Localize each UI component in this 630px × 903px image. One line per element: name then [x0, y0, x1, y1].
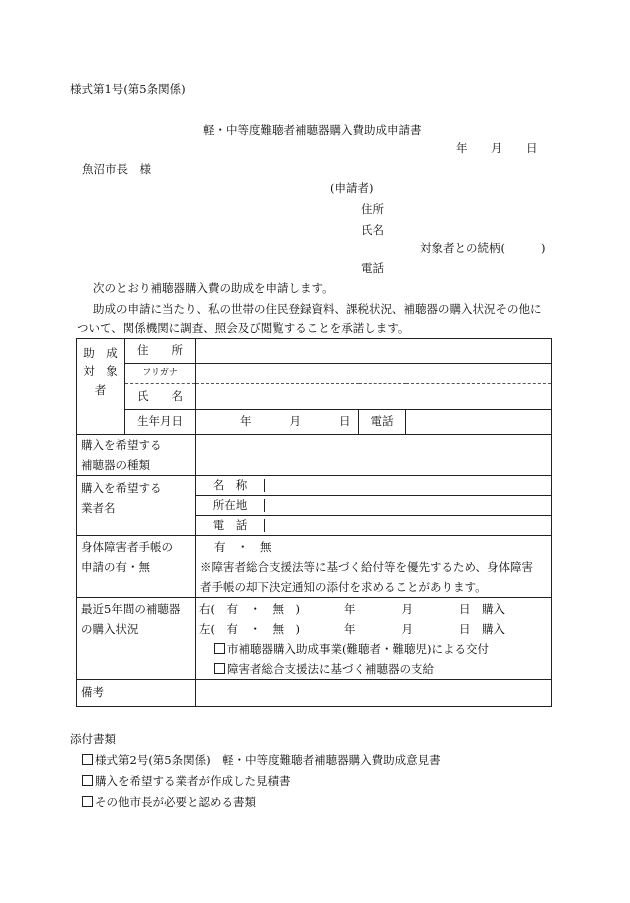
vendor-name-field[interactable] — [265, 479, 552, 492]
date-day: 日 — [526, 141, 538, 155]
handbook-label-line-2: 申請の有・無 — [81, 560, 150, 574]
history-label-line-1: 最近5年間の補聴器 — [81, 602, 181, 616]
date-year: 年 — [456, 141, 468, 155]
history-label — [77, 598, 196, 680]
device-type-label — [77, 435, 196, 476]
vendor-name-label: 名 称 — [196, 479, 265, 492]
history-left-day: 日 購入 — [458, 622, 505, 636]
document-title: 軽・中等度難聴者補聴器購入費助成申請書 — [203, 123, 422, 137]
remarks-label: 備考 — [77, 680, 196, 707]
vendor-phone-row — [196, 516, 552, 536]
attachments-heading: 添付書類 — [70, 732, 116, 746]
checkbox-icon[interactable] — [82, 754, 93, 765]
attachment-label: 購入を希望する業者が作成した見積書 — [95, 774, 291, 788]
handbook-field — [196, 536, 552, 598]
handbook-label-line-1: 身体障害者手帳の — [81, 540, 173, 554]
history-option-1-row[interactable] — [199, 639, 547, 659]
date-month: 月 — [491, 141, 503, 155]
phone-field[interactable] — [406, 410, 552, 435]
applicant-relation-close: ) — [541, 241, 546, 255]
furigana-field[interactable] — [196, 364, 552, 384]
applicant-phone-label: 電話 — [361, 261, 384, 275]
attachment-item[interactable] — [82, 775, 291, 788]
addressee: 魚沼市長 様 — [82, 162, 151, 176]
vendor-phone-field[interactable] — [265, 519, 552, 532]
birth-year: 年 — [240, 414, 252, 429]
handbook-choice[interactable]: 有 ・ 無 — [214, 540, 272, 554]
vendor-label — [77, 476, 196, 536]
vendor-label-line-1: 購入を希望する — [81, 481, 162, 495]
body-line-1: 次のとおり補聴器購入費の助成を申請します。 — [93, 281, 334, 295]
furigana-label: フリガナ — [125, 364, 196, 384]
name-field[interactable] — [196, 384, 552, 410]
birth-day: 日 — [339, 414, 351, 429]
history-right-day: 日 購入 — [458, 602, 505, 616]
history-left-row — [199, 619, 547, 639]
applicant-name-label: 氏名 — [361, 223, 384, 237]
vendor-phone-label: 電 話 — [196, 519, 265, 532]
checkbox-icon[interactable] — [82, 796, 93, 807]
attachment-item[interactable] — [82, 754, 441, 767]
handbook-label — [77, 536, 196, 598]
attachment-label: 様式第2号(第5条関係) 軽・中等度難聴者補聴器購入費助成意見書 — [95, 753, 441, 767]
history-option-2: 障害者総合支援法に基づく補聴器の支給 — [227, 662, 434, 676]
subject-label-line-1: 助 成 — [83, 346, 118, 360]
attachment-label: その他市長が必要と認める書類 — [95, 795, 256, 809]
address-field[interactable] — [196, 339, 552, 364]
vendor-name-row — [196, 476, 552, 496]
applicant-relation-label: 対象者との続柄( — [420, 241, 505, 255]
checkbox-icon[interactable] — [214, 643, 225, 654]
history-option-2-row[interactable] — [199, 659, 547, 679]
application-table — [76, 338, 552, 707]
vendor-label-line-2: 業者名 — [81, 501, 116, 515]
history-left-month: 月 — [401, 622, 413, 636]
device-type-label-line-1: 購入を希望する — [81, 438, 162, 452]
name-label: 氏 名 — [125, 384, 196, 410]
history-left-year: 年 — [343, 622, 356, 636]
body-line-2a: 助成の申請に当たり、私の世帯の住民登録資料、課税状況、補聴器の購入状況その他に — [93, 302, 542, 316]
applicant-address-label: 住所 — [361, 202, 384, 216]
handbook-note-1: ※障害者総合支援法等に基づく給付等を優先するため、身体障害 — [200, 560, 534, 574]
history-field — [196, 598, 552, 680]
checkbox-icon[interactable] — [82, 775, 93, 786]
applicant-heading: (申請者) — [330, 181, 374, 195]
handbook-note-2: 者手帳の却下決定通知の添付を求めることがあります。 — [200, 580, 487, 594]
remarks-field[interactable] — [196, 680, 552, 707]
birth-label: 生年月日 — [125, 410, 196, 435]
address-label: 住 所 — [125, 339, 196, 364]
attachment-item[interactable] — [82, 796, 256, 809]
history-label-line-2: の購入状況 — [81, 622, 139, 636]
birth-field[interactable] — [196, 410, 359, 435]
vendor-address-field[interactable] — [265, 499, 552, 512]
history-right-row — [199, 599, 547, 619]
history-right-year: 年 — [343, 602, 356, 616]
history-right-choice[interactable]: 右( 有 ・ 無 ) — [199, 602, 300, 616]
vendor-address-row — [196, 496, 552, 516]
history-right-month: 月 — [401, 602, 413, 616]
form-number: 様式第1号(第5条関係) — [70, 82, 186, 96]
phone-label: 電話 — [359, 410, 406, 435]
subject-label-line-3: 者 — [94, 382, 107, 397]
body-line-2b: ついて、関係機関に調査、照会及び閲覧することを承諾します。 — [77, 321, 410, 335]
device-type-field[interactable] — [196, 435, 552, 476]
birth-month: 月 — [289, 414, 301, 429]
history-left-choice[interactable]: 左( 有 ・ 無 ) — [199, 622, 300, 636]
subject-label — [77, 339, 125, 435]
vendor-address-label: 所在地 — [196, 499, 265, 512]
subject-label-line-2: 対 象 — [83, 364, 118, 379]
history-option-1: 市補聴器購入助成事業(難聴者・難聴児)による交付 — [227, 642, 489, 656]
checkbox-icon[interactable] — [214, 663, 225, 674]
device-type-label-line-2: 補聴器の種類 — [81, 458, 150, 472]
